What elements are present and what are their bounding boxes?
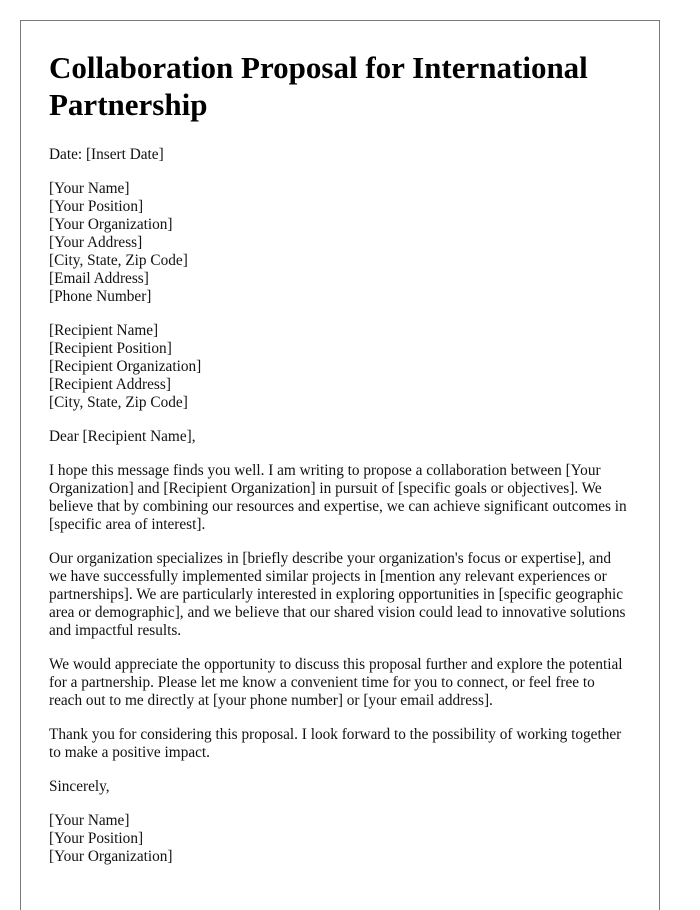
signature-name: [Your Name] — [49, 812, 130, 829]
sender-email: [Email Address] — [49, 270, 149, 287]
body-paragraph-expertise: Our organization specializes in [briefly describe your organization's focus or expertise], and we have successfully implemented similar projects in [mention any relevant experiences or partnerships]. We are particularly interested in exploring opportunities in [specific geographic area or demographic], and we believe that our shared vision could lead to innovative solutions and impactful results. — [49, 550, 626, 639]
sender-name: [Your Name] — [49, 180, 130, 197]
signature-position: [Your Position] — [49, 830, 144, 847]
sender-position: [Your Position] — [49, 198, 144, 215]
recipient-position: [Recipient Position] — [49, 340, 172, 357]
closing: Sincerely, — [49, 778, 110, 795]
signature-block — [49, 812, 631, 866]
recipient-organization: [Recipient Organization] — [49, 358, 202, 375]
date-line: Date: [Insert Date] — [49, 146, 164, 163]
recipient-address-block — [49, 322, 631, 412]
salutation: Dear [Recipient Name], — [49, 428, 196, 445]
body-paragraph-request: We would appreciate the opportunity to discuss this proposal further and explore the potential for a partnership. Please let me know a convenient time for you to connect, or feel free to reach out to me directly at [your phone number] or [your email address]. — [49, 656, 623, 709]
letter-page — [20, 20, 660, 910]
body-paragraph-intro: I hope this message finds you well. I am writing to propose a collaboration between [Your Organization] and [Recipient Organization] in pursuit of [specific goals or objectives]. We believe that by combining our resources and expertise, we can achieve significant outcomes in [specific area of interest]. — [49, 462, 627, 533]
sender-organization: [Your Organization] — [49, 216, 173, 233]
sender-phone: [Phone Number] — [49, 288, 152, 305]
body-paragraph-thanks: Thank you for considering this proposal. I look forward to the possibility of working together to make a positive impact. — [49, 726, 622, 761]
recipient-city-state-zip: [City, State, Zip Code] — [49, 394, 188, 411]
sender-address-block — [49, 180, 631, 306]
recipient-name: [Recipient Name] — [49, 322, 159, 339]
recipient-address: [Recipient Address] — [49, 376, 171, 393]
sender-city-state-zip: [City, State, Zip Code] — [49, 252, 188, 269]
sender-address: [Your Address] — [49, 234, 143, 251]
signature-organization: [Your Organization] — [49, 848, 173, 865]
letter-title: Collaboration Proposal for International Partnership — [49, 50, 588, 122]
